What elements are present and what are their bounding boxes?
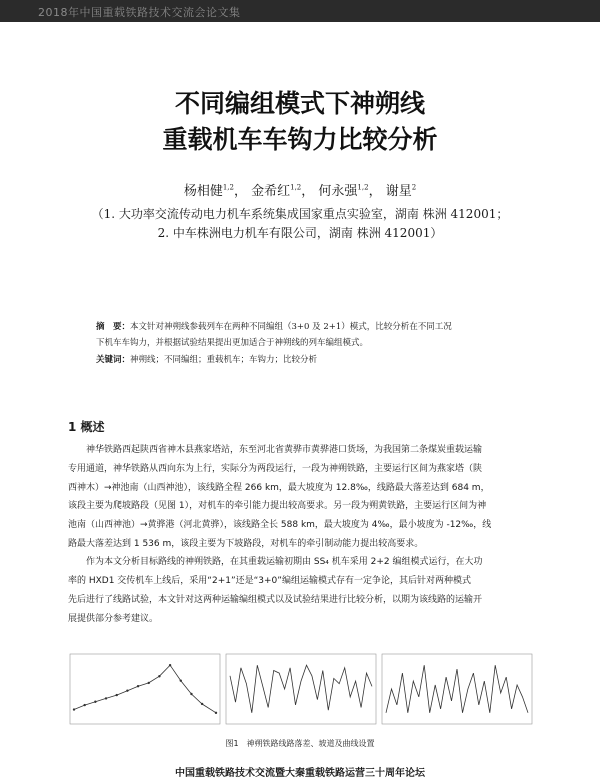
keywords-text: 神朔线；不同编组；重载机车；车钩力；比较分析 (130, 355, 318, 365)
data-point (126, 689, 128, 691)
body-line: 路最大落差达到 1 536 m，该段主要为下坡路段，对机车的牵引制动能力提出较高要求。 (68, 539, 424, 549)
body-line: 先后进行了线路试验，本文针对这两种运输编组模式以及试验结果进行比较分析，以期为该线路的运输开 (68, 595, 483, 605)
series-line (74, 665, 216, 713)
data-point (116, 694, 118, 696)
data-point (83, 704, 85, 706)
abstract-text: 本文针对神朔线参载列车在两种不同编组（3+0 及 2+1）模式，比较分析在不同工况 (130, 322, 452, 332)
paper-title-line2: 重载机车车钩力比较分析 (162, 125, 438, 154)
section-heading: 1 概述 (68, 420, 105, 434)
author-name: 何永强 (318, 184, 358, 199)
affiliation-line1: （1. 大功率交流传动电力机车系统集成国家重点实验室，湖南 株洲 412001； (91, 207, 509, 221)
chart-frame (70, 654, 220, 724)
data-point (201, 703, 203, 705)
body-line: 展提供部分参考建议。 (68, 614, 159, 624)
header-text: 2018年中国重载铁路技术交流会论文集 (38, 6, 241, 19)
data-point (180, 679, 182, 681)
data-point (73, 708, 75, 710)
author-list: 杨相健$^{1,2}$， 金希红$^{1,2}$， 何永强$^{1,2}$， 谢星$^2$ (183, 183, 417, 199)
running-header (0, 0, 600, 22)
body-line: 西神木）→神池南（山西神池），该线路全程 266 km，最大坡度为 12.8‰，线路最大落差达到 684 m， (68, 483, 490, 493)
data-point (105, 697, 107, 699)
abstract-label: 摘 要： (96, 322, 131, 332)
author-name: 谢星 (385, 184, 412, 199)
page-footer: 中国重载铁路技术交流暨大秦重载铁路运营三十周年论坛 (175, 768, 425, 779)
body-line: 神华铁路西起陕西省神木县燕家塔站，东至河北省黄骅市黄骅港口货场，为我国第二条煤炭重载运输 (86, 445, 483, 455)
body-line: 该段主要为爬坡路段（见图 1），对机车的牵引能力提出较高要求。另一段为朔黄铁路，主要运行区间为神 (68, 501, 487, 511)
data-point (215, 712, 217, 714)
body-line: 作为本文分析目标路线的神朔铁路，在其重载运输初期由 SS₄ 机车采用 2+2 编组模式运行，在大功 (86, 557, 483, 567)
author-sup: 2 (411, 183, 417, 192)
data-point (169, 664, 171, 666)
body-line: 率的 HXD1 交传机车上线后，采用“2+1”还是“3+0”编组运输模式存有一定争论，其后针对两种模式 (68, 576, 471, 586)
data-point (137, 685, 139, 687)
data-point (190, 693, 192, 695)
body-line: 池南（山西神池）→黄骅港（河北黄骅），该线路全长 588 km，最大坡度为 4‰，最小坡度为 -12‰，线 (68, 520, 492, 530)
paper-title-line1: 不同编组模式下神朔线 (174, 89, 425, 118)
series-line (230, 665, 372, 713)
data-point (94, 701, 96, 703)
figure-1-chart (66, 648, 536, 732)
author-sup: 1,2 (290, 183, 302, 192)
abstract-line1 (96, 319, 536, 335)
keywords (96, 352, 536, 368)
author-sup: 1,2 (357, 183, 369, 192)
affiliation-line2: 2. 中车株洲电力机车有限公司，湖南 株洲 412001） (157, 226, 443, 240)
data-point (148, 682, 150, 684)
author-sup: 1,2 (222, 183, 234, 192)
figure-1 (66, 648, 536, 732)
body-line: 专用通道，神华铁路从西向东为上行，实际分为两段运行，一段为神朔铁路，主要运行区间为燕家塔（陕 (68, 464, 483, 474)
author-name: 金希红 (251, 184, 291, 199)
series-line (386, 665, 528, 713)
data-point (158, 675, 160, 677)
chart-frame (226, 654, 376, 724)
abstract-line2: 下机车车钩力，并根据试验结果提出更加适合于神朔线的列车编组模式。 (96, 338, 369, 348)
figure-caption: 图1 神朔铁路线路落差、坡道及曲线设置 (225, 739, 375, 748)
author-name: 杨相健 (183, 184, 223, 199)
keywords-label: 关键词： (96, 355, 131, 365)
